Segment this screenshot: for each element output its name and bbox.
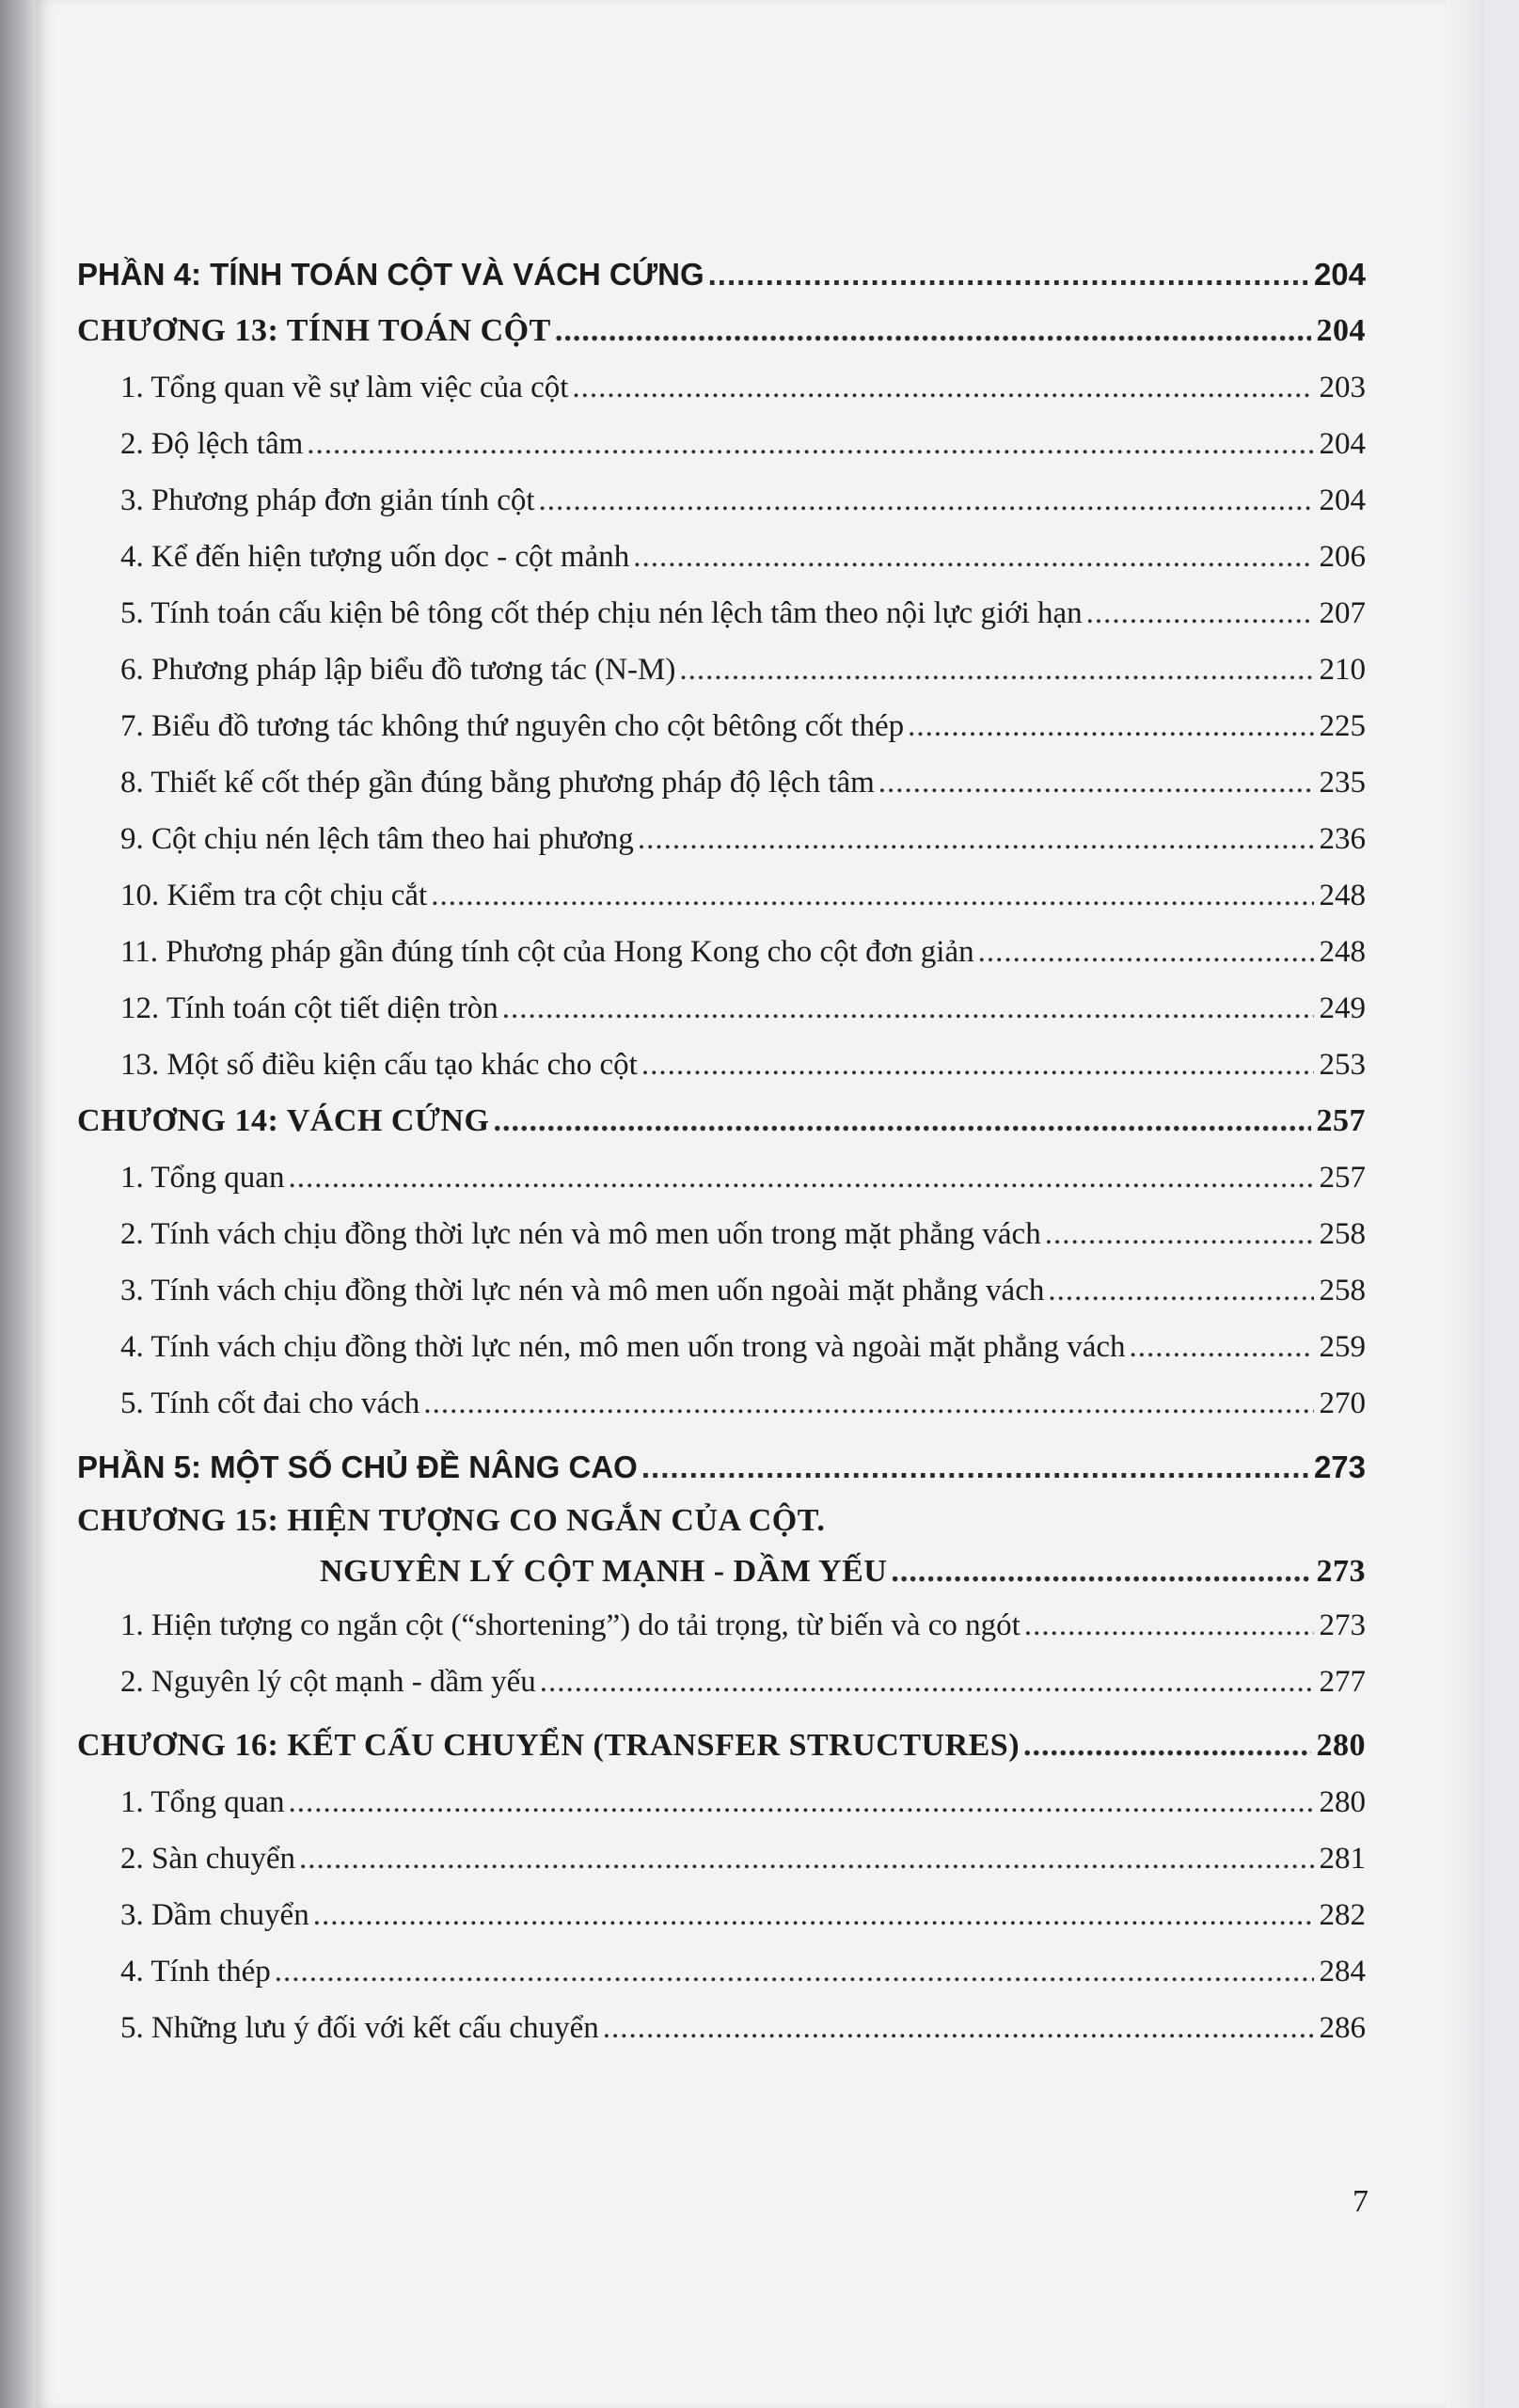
dot-leader [679, 642, 1313, 698]
toc-page-number: 281 [1319, 1842, 1366, 1876]
toc-item[interactable] [77, 1319, 1366, 1375]
toc-entry-title: 8. Thiết kế cốt thép gần đúng bằng phương pháp độ lệch tâm [120, 766, 875, 800]
toc-entry-title: 4. Kể đến hiện tượng uốn dọc - cột mảnh [120, 540, 630, 574]
toc-entry-title: 4. Tính vách chịu đồng thời lực nén, mô men uốn trong và ngoài mặt phẳng vách [120, 1330, 1126, 1364]
toc-item[interactable] [77, 416, 1366, 472]
toc-chapter-15-line2[interactable] [77, 1546, 1366, 1597]
toc-page-number: 286 [1319, 2011, 1366, 2045]
toc-chapter-16[interactable] [77, 1718, 1366, 1774]
toc-item[interactable] [77, 1149, 1366, 1206]
toc-page-number: 207 [1319, 596, 1366, 630]
toc-item[interactable] [77, 867, 1366, 924]
toc-item[interactable] [77, 1375, 1366, 1432]
page-edge [1447, 0, 1484, 2408]
toc-entry-title: 3. Tính vách chịu đồng thời lực nén và mô men uốn ngoài mặt phẳng vách [120, 1274, 1045, 1307]
toc-page-number: 204 [1319, 483, 1366, 517]
toc-entry-title: 3. Dầm chuyển [120, 1898, 309, 1932]
toc-entry-title: 4. Tính thép [120, 1955, 271, 1988]
toc-part-5[interactable] [77, 1439, 1366, 1496]
toc-item[interactable] [77, 585, 1366, 642]
toc-page-number: 273 [1316, 1554, 1366, 1589]
toc-entry-title: 5. Những lưu ý đối với kết cấu chuyển [120, 2011, 599, 2045]
toc-chapter-14[interactable] [77, 1093, 1366, 1149]
toc-entry-title: CHƯƠNG 13: TÍNH TOÁN CỘT [77, 313, 551, 348]
toc-entry-title: 6. Phương pháp lập biểu đồ tương tác (N-M) [120, 653, 676, 687]
dot-leader [641, 1439, 1308, 1496]
dot-leader [423, 1375, 1313, 1432]
dot-leader [908, 698, 1313, 754]
table-of-contents [77, 246, 1366, 2056]
dot-leader [540, 1654, 1314, 1710]
toc-item[interactable] [77, 1887, 1366, 1943]
dot-leader [1048, 1262, 1313, 1319]
toc-item[interactable] [77, 754, 1366, 811]
dot-leader [555, 303, 1311, 359]
toc-entry-title: 1. Tổng quan về sự làm việc của cột [120, 371, 569, 404]
toc-chapter-15-line1[interactable] [77, 1496, 1366, 1546]
dot-leader [1024, 1597, 1314, 1654]
toc-page-number: 249 [1319, 991, 1366, 1025]
toc-entry-title: 1. Hiện tượng co ngắn cột (“shortening”) do tải trọng, từ biến và co ngót [120, 1608, 1021, 1642]
toc-entry-title: CHƯƠNG 14: VÁCH CỨNG [77, 1103, 490, 1138]
toc-page-number: 257 [1316, 1103, 1366, 1138]
toc-entry-title: 5. Tính toán cấu kiện bê tông cốt thép chịu nén lệch tâm theo nội lực giới hạn [120, 596, 1083, 630]
toc-entry-title: PHẦN 5: MỘT SỐ CHỦ ĐỀ NÂNG CAO [77, 1450, 638, 1484]
dot-leader [307, 416, 1313, 472]
toc-page-number: 257 [1319, 1161, 1366, 1195]
toc-item[interactable] [77, 924, 1366, 980]
dot-leader [572, 359, 1313, 416]
dot-leader [288, 1149, 1313, 1206]
toc-chapter-13[interactable] [77, 303, 1366, 359]
toc-item[interactable] [77, 698, 1366, 754]
toc-entry-title: 7. Biểu đồ tương tác không thứ nguyên cho cột bêtông cốt thép [120, 709, 905, 743]
dot-leader [978, 924, 1314, 980]
toc-item[interactable] [77, 1206, 1366, 1262]
toc-entry-title: 12. Tính toán cột tiết diện tròn [120, 991, 498, 1025]
dot-leader [539, 472, 1314, 529]
dot-leader [493, 1093, 1310, 1149]
dot-leader [633, 529, 1313, 585]
toc-page-number: 253 [1319, 1048, 1366, 1082]
dot-leader [891, 1546, 1310, 1597]
dot-leader [638, 811, 1314, 867]
dot-leader [1023, 1718, 1310, 1774]
toc-item[interactable] [77, 811, 1366, 867]
toc-page-number: 259 [1319, 1330, 1366, 1364]
toc-page-number: 248 [1319, 935, 1366, 969]
toc-entry-title: CHƯƠNG 15: HIỆN TƯỢNG CO NGẮN CỦA CỘT. [77, 1503, 826, 1538]
toc-item[interactable] [77, 1597, 1366, 1654]
toc-entry-title: 13. Một số điều kiện cấu tạo khác cho cột [120, 1048, 638, 1082]
toc-item[interactable] [77, 472, 1366, 529]
dot-leader [299, 1830, 1313, 1887]
toc-page-number: 225 [1319, 709, 1366, 743]
toc-item[interactable] [77, 980, 1366, 1037]
toc-page-number: 204 [1313, 257, 1366, 292]
toc-entry-title: NGUYÊN LÝ CỘT MẠNH - DẦM YẾU [320, 1554, 888, 1589]
toc-page-number: 248 [1319, 879, 1366, 912]
dot-leader [1086, 585, 1314, 642]
toc-entry-title: 1. Tổng quan [120, 1785, 285, 1819]
toc-item[interactable] [77, 642, 1366, 698]
toc-item[interactable] [77, 529, 1366, 585]
toc-page-number: 270 [1319, 1386, 1366, 1420]
toc-page-number: 282 [1319, 1898, 1366, 1932]
toc-entry-title: 10. Kiểm tra cột chịu cắt [120, 879, 428, 912]
dot-leader [1130, 1319, 1314, 1375]
dot-leader [313, 1887, 1314, 1943]
toc-page-number: 210 [1319, 653, 1366, 687]
toc-page-number: 203 [1319, 371, 1366, 404]
dot-leader [878, 754, 1314, 811]
dot-leader [275, 1943, 1314, 2000]
toc-item[interactable] [77, 2000, 1366, 2056]
dot-leader [288, 1774, 1313, 1830]
toc-page-number: 235 [1319, 766, 1366, 800]
toc-part-4[interactable] [77, 246, 1366, 303]
toc-page-number: 204 [1319, 427, 1366, 461]
toc-entry-title: 11. Phương pháp gần đúng tính cột của Hong Kong cho cột đơn giản [120, 935, 974, 969]
toc-entry-title: PHẦN 4: TÍNH TOÁN CỘT VÀ VÁCH CỨNG [77, 257, 704, 292]
dot-leader [431, 867, 1313, 924]
toc-entry-title: 2. Độ lệch tâm [120, 427, 304, 461]
toc-page-number: 258 [1319, 1274, 1366, 1307]
toc-item[interactable] [77, 1774, 1366, 1830]
dot-leader [502, 980, 1314, 1037]
dot-leader [641, 1037, 1314, 1093]
page-number: 7 [1353, 2184, 1369, 2219]
toc-page-number: 236 [1319, 822, 1366, 856]
toc-item[interactable] [77, 1943, 1366, 2000]
toc-page-number: 277 [1319, 1665, 1366, 1699]
toc-page-number: 273 [1319, 1608, 1366, 1642]
toc-entry-title: 9. Cột chịu nén lệch tâm theo hai phương [120, 822, 634, 856]
toc-page-number: 284 [1319, 1955, 1366, 1988]
toc-entry-title: 2. Tính vách chịu đồng thời lực nén và mô men uốn trong mặt phẳng vách [120, 1217, 1041, 1251]
toc-page-number: 204 [1316, 313, 1366, 348]
toc-item[interactable] [77, 1037, 1366, 1093]
toc-page-number: 280 [1316, 1728, 1366, 1763]
toc-page-number: 273 [1313, 1450, 1366, 1484]
toc-entry-title: 5. Tính cốt đai cho vách [120, 1386, 420, 1420]
toc-item[interactable] [77, 1654, 1366, 1710]
toc-entry-title: 2. Nguyên lý cột mạnh - dầm yếu [120, 1665, 536, 1699]
dot-leader [603, 2000, 1314, 2056]
toc-page-number: 206 [1319, 540, 1366, 574]
toc-entry-title: 3. Phương pháp đơn giản tính cột [120, 483, 535, 517]
toc-entry-title: 1. Tổng quan [120, 1161, 285, 1195]
toc-entry-title: 2. Sàn chuyển [120, 1842, 296, 1876]
toc-item[interactable] [77, 1830, 1366, 1887]
toc-item[interactable] [77, 359, 1366, 416]
toc-entry-title: CHƯƠNG 16: KẾT CẤU CHUYỂN (TRANSFER STRUCTURES) [77, 1728, 1021, 1763]
toc-page-number: 258 [1319, 1217, 1366, 1251]
book-binding [0, 0, 38, 2408]
dot-leader [708, 246, 1308, 303]
toc-item[interactable] [77, 1262, 1366, 1319]
toc-page-number: 280 [1319, 1785, 1366, 1819]
dot-leader [1045, 1206, 1314, 1262]
